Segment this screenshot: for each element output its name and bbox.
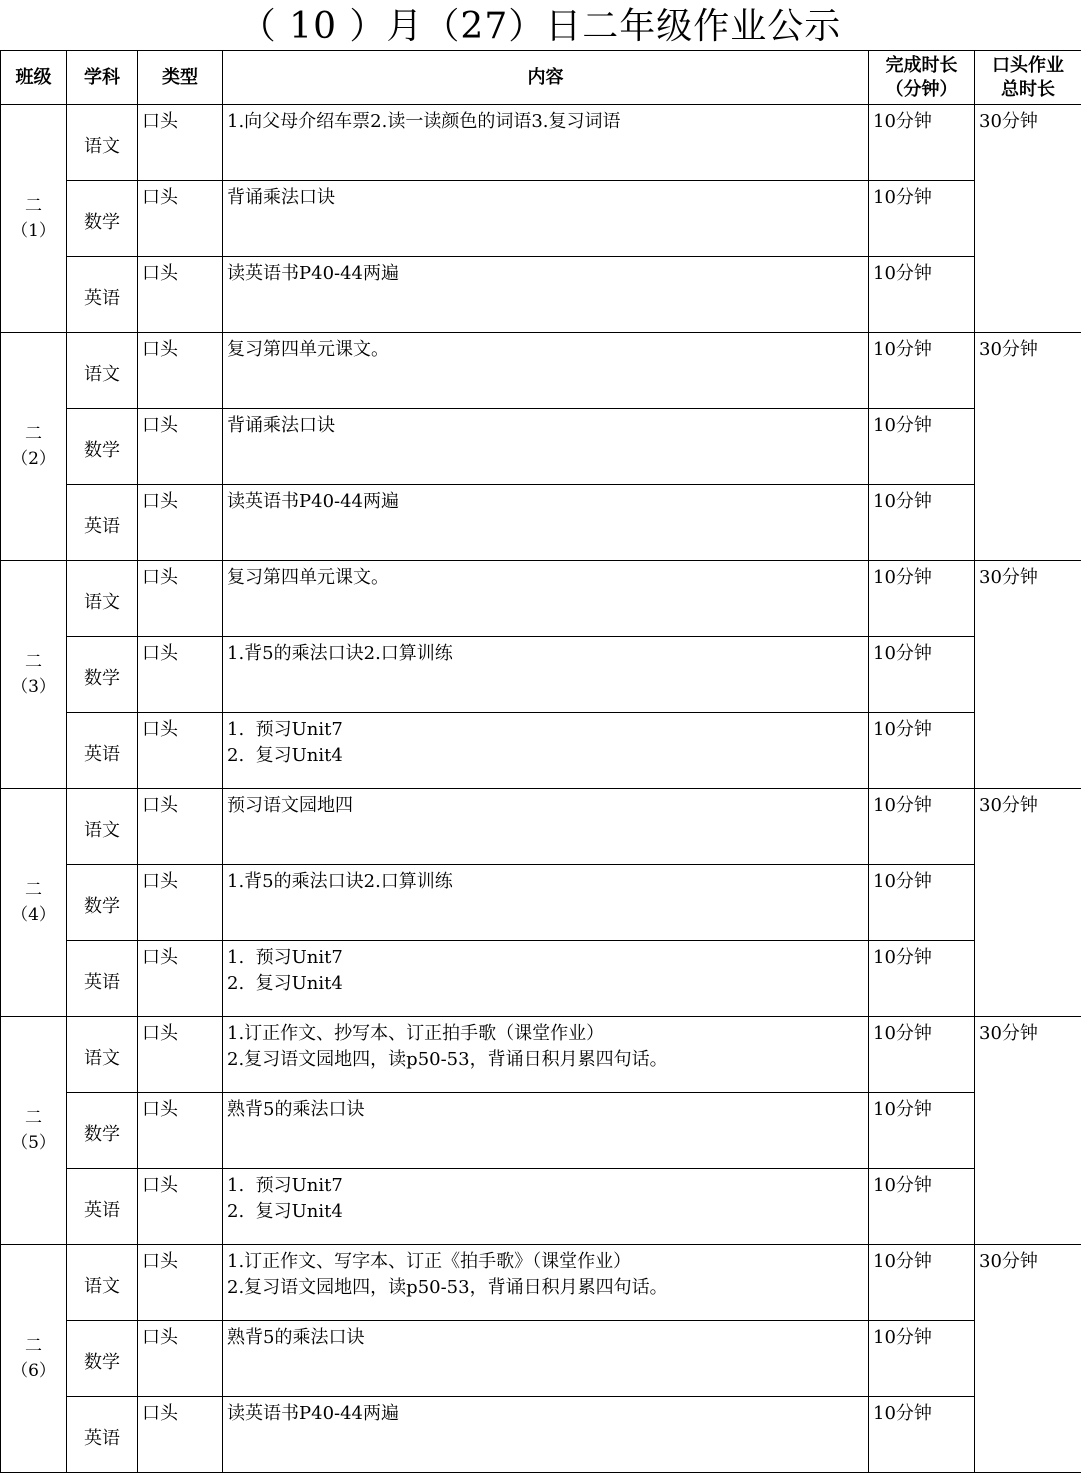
type-cell: 口头 bbox=[138, 637, 223, 713]
subject-cell: 英语 bbox=[67, 941, 138, 1017]
content-line: 2. 复习Unit4 bbox=[227, 1201, 343, 1222]
header-total-line2: 总时长 bbox=[1001, 78, 1055, 100]
type-cell: 口头 bbox=[138, 789, 223, 865]
table-row bbox=[1, 789, 1081, 865]
table-row bbox=[1, 1397, 1081, 1473]
duration-cell: 10分钟 bbox=[869, 1169, 975, 1245]
content-cell bbox=[223, 257, 869, 333]
header-subject: 学科 bbox=[67, 51, 138, 105]
content-cell bbox=[223, 789, 869, 865]
class-number: （4） bbox=[11, 904, 56, 925]
duration-cell: 10分钟 bbox=[869, 1017, 975, 1093]
page-title: （ 10 ）月（27）日二年级作业公示 bbox=[239, 6, 842, 47]
type-cell: 口头 bbox=[138, 1397, 223, 1473]
content-line: 1.背5的乘法口诀2.口算训练 bbox=[227, 871, 453, 892]
table-row bbox=[1, 1169, 1081, 1245]
content-cell bbox=[223, 637, 869, 713]
total-duration-cell: 30分钟 bbox=[975, 1245, 1081, 1473]
class-cell bbox=[1, 561, 67, 789]
table-row bbox=[1, 485, 1081, 561]
type-cell: 口头 bbox=[138, 561, 223, 637]
subject-cell: 数学 bbox=[67, 1093, 138, 1169]
type-cell: 口头 bbox=[138, 333, 223, 409]
content-cell bbox=[223, 941, 869, 1017]
class-grade: 二 bbox=[25, 423, 42, 444]
subject-cell: 英语 bbox=[67, 713, 138, 789]
subject-cell: 语文 bbox=[67, 105, 138, 181]
duration-cell: 10分钟 bbox=[869, 941, 975, 1017]
duration-cell: 10分钟 bbox=[869, 333, 975, 409]
table-row bbox=[1, 561, 1081, 637]
total-duration-cell: 30分钟 bbox=[975, 561, 1081, 789]
content-line: 1. 预习Unit7 bbox=[227, 1175, 343, 1196]
subject-cell: 数学 bbox=[67, 409, 138, 485]
duration-cell: 10分钟 bbox=[869, 181, 975, 257]
subject-cell: 数学 bbox=[67, 637, 138, 713]
duration-cell: 10分钟 bbox=[869, 105, 975, 181]
type-cell: 口头 bbox=[138, 1017, 223, 1093]
content-cell bbox=[223, 1017, 869, 1093]
content-line: 2.复习语文园地四，读p50-53，背诵日积月累四句话。 bbox=[227, 1049, 668, 1070]
content-cell bbox=[223, 1245, 869, 1321]
duration-cell: 10分钟 bbox=[869, 1397, 975, 1473]
type-cell: 口头 bbox=[138, 485, 223, 561]
content-line: 熟背5的乘法口诀 bbox=[227, 1099, 365, 1120]
type-cell: 口头 bbox=[138, 941, 223, 1017]
table-row bbox=[1, 637, 1081, 713]
class-number: （1） bbox=[11, 220, 56, 241]
class-grade: 二 bbox=[25, 1107, 42, 1128]
content-line: 1. 预习Unit7 bbox=[227, 947, 343, 968]
table-row bbox=[1, 1321, 1081, 1397]
duration-cell: 10分钟 bbox=[869, 1245, 975, 1321]
type-cell: 口头 bbox=[138, 865, 223, 941]
header-row bbox=[1, 51, 1081, 105]
duration-cell: 10分钟 bbox=[869, 789, 975, 865]
total-duration-cell: 30分钟 bbox=[975, 789, 1081, 1017]
subject-cell: 英语 bbox=[67, 485, 138, 561]
content-cell bbox=[223, 409, 869, 485]
table-body bbox=[1, 105, 1081, 1473]
class-number: （2） bbox=[11, 448, 56, 469]
subject-cell: 数学 bbox=[67, 181, 138, 257]
content-line: 复习第四单元课文。 bbox=[227, 567, 389, 588]
content-cell bbox=[223, 1093, 869, 1169]
duration-cell: 10分钟 bbox=[869, 1093, 975, 1169]
table-row bbox=[1, 181, 1081, 257]
content-line: 背诵乘法口诀 bbox=[227, 187, 335, 208]
subject-cell: 数学 bbox=[67, 865, 138, 941]
total-duration-cell: 30分钟 bbox=[975, 105, 1081, 333]
table-row bbox=[1, 333, 1081, 409]
duration-cell: 10分钟 bbox=[869, 409, 975, 485]
header-class: 班级 bbox=[1, 51, 67, 105]
total-duration-cell: 30分钟 bbox=[975, 1017, 1081, 1245]
class-cell bbox=[1, 1245, 67, 1473]
duration-cell: 10分钟 bbox=[869, 561, 975, 637]
content-cell bbox=[223, 333, 869, 409]
type-cell: 口头 bbox=[138, 105, 223, 181]
class-cell bbox=[1, 333, 67, 561]
content-cell bbox=[223, 865, 869, 941]
duration-cell: 10分钟 bbox=[869, 713, 975, 789]
type-cell: 口头 bbox=[138, 1245, 223, 1321]
type-cell: 口头 bbox=[138, 181, 223, 257]
content-line: 1. 预习Unit7 bbox=[227, 719, 343, 740]
table-row bbox=[1, 1093, 1081, 1169]
content-cell bbox=[223, 1397, 869, 1473]
type-cell: 口头 bbox=[138, 257, 223, 333]
subject-cell: 语文 bbox=[67, 561, 138, 637]
table-row bbox=[1, 1245, 1081, 1321]
duration-cell: 10分钟 bbox=[869, 485, 975, 561]
subject-cell: 语文 bbox=[67, 789, 138, 865]
content-line: 预习语文园地四 bbox=[227, 795, 353, 816]
content-cell bbox=[223, 105, 869, 181]
duration-cell: 10分钟 bbox=[869, 865, 975, 941]
content-line: 读英语书P40-44两遍 bbox=[227, 491, 400, 512]
subject-cell: 语文 bbox=[67, 333, 138, 409]
content-cell bbox=[223, 1321, 869, 1397]
duration-cell: 10分钟 bbox=[869, 257, 975, 333]
class-grade: 二 bbox=[25, 195, 42, 216]
header-duration-line2: （分钟） bbox=[885, 78, 958, 100]
content-cell bbox=[223, 485, 869, 561]
class-cell bbox=[1, 105, 67, 333]
type-cell: 口头 bbox=[138, 1093, 223, 1169]
class-cell bbox=[1, 789, 67, 1017]
content-line: 1.订正作文、抄写本、订正拍手歌（课堂作业） bbox=[227, 1023, 605, 1044]
content-line: 复习第四单元课文。 bbox=[227, 339, 389, 360]
content-line: 1.背5的乘法口诀2.口算训练 bbox=[227, 643, 453, 664]
class-number: （5） bbox=[11, 1132, 56, 1153]
content-line: 1.向父母介绍车票2.读一读颜色的词语3.复习词语 bbox=[227, 111, 621, 132]
subject-cell: 英语 bbox=[67, 1397, 138, 1473]
header-type: 类型 bbox=[138, 51, 223, 105]
table-row bbox=[1, 941, 1081, 1017]
table-row bbox=[1, 1017, 1081, 1093]
content-line: 1.订正作文、写字本、订正《拍手歌》（课堂作业） bbox=[227, 1251, 632, 1272]
content-cell bbox=[223, 181, 869, 257]
content-cell bbox=[223, 713, 869, 789]
subject-cell: 英语 bbox=[67, 257, 138, 333]
content-line: 2. 复习Unit4 bbox=[227, 745, 343, 766]
class-number: （6） bbox=[11, 1360, 56, 1381]
duration-cell: 10分钟 bbox=[869, 1321, 975, 1397]
content-line: 熟背5的乘法口诀 bbox=[227, 1327, 365, 1348]
content-line: 背诵乘法口诀 bbox=[227, 415, 335, 436]
header-duration bbox=[869, 51, 975, 105]
content-cell bbox=[223, 561, 869, 637]
class-grade: 二 bbox=[25, 1335, 42, 1356]
table-row bbox=[1, 713, 1081, 789]
duration-cell: 10分钟 bbox=[869, 637, 975, 713]
class-cell bbox=[1, 1017, 67, 1245]
content-line: 读英语书P40-44两遍 bbox=[227, 263, 400, 284]
header-total bbox=[975, 51, 1081, 105]
homework-table bbox=[0, 50, 1081, 1473]
content-line: 读英语书P40-44两遍 bbox=[227, 1403, 400, 1424]
class-number: （3） bbox=[11, 676, 56, 697]
header-total-line1: 口头作业 bbox=[992, 54, 1064, 76]
type-cell: 口头 bbox=[138, 713, 223, 789]
table-row bbox=[1, 409, 1081, 485]
subject-cell: 语文 bbox=[67, 1017, 138, 1093]
total-duration-cell: 30分钟 bbox=[975, 333, 1081, 561]
class-grade: 二 bbox=[25, 651, 42, 672]
subject-cell: 数学 bbox=[67, 1321, 138, 1397]
subject-cell: 英语 bbox=[67, 1169, 138, 1245]
type-cell: 口头 bbox=[138, 1321, 223, 1397]
type-cell: 口头 bbox=[138, 409, 223, 485]
table-row bbox=[1, 865, 1081, 941]
header-duration-line1: 完成时长 bbox=[885, 54, 958, 76]
subject-cell: 语文 bbox=[67, 1245, 138, 1321]
class-grade: 二 bbox=[25, 879, 42, 900]
table-row bbox=[1, 105, 1081, 181]
header-content: 内容 bbox=[223, 51, 869, 105]
type-cell: 口头 bbox=[138, 1169, 223, 1245]
content-line: 2. 复习Unit4 bbox=[227, 973, 343, 994]
content-cell bbox=[223, 1169, 869, 1245]
table-row bbox=[1, 257, 1081, 333]
content-line: 2.复习语文园地四，读p50-53，背诵日积月累四句话。 bbox=[227, 1277, 668, 1298]
